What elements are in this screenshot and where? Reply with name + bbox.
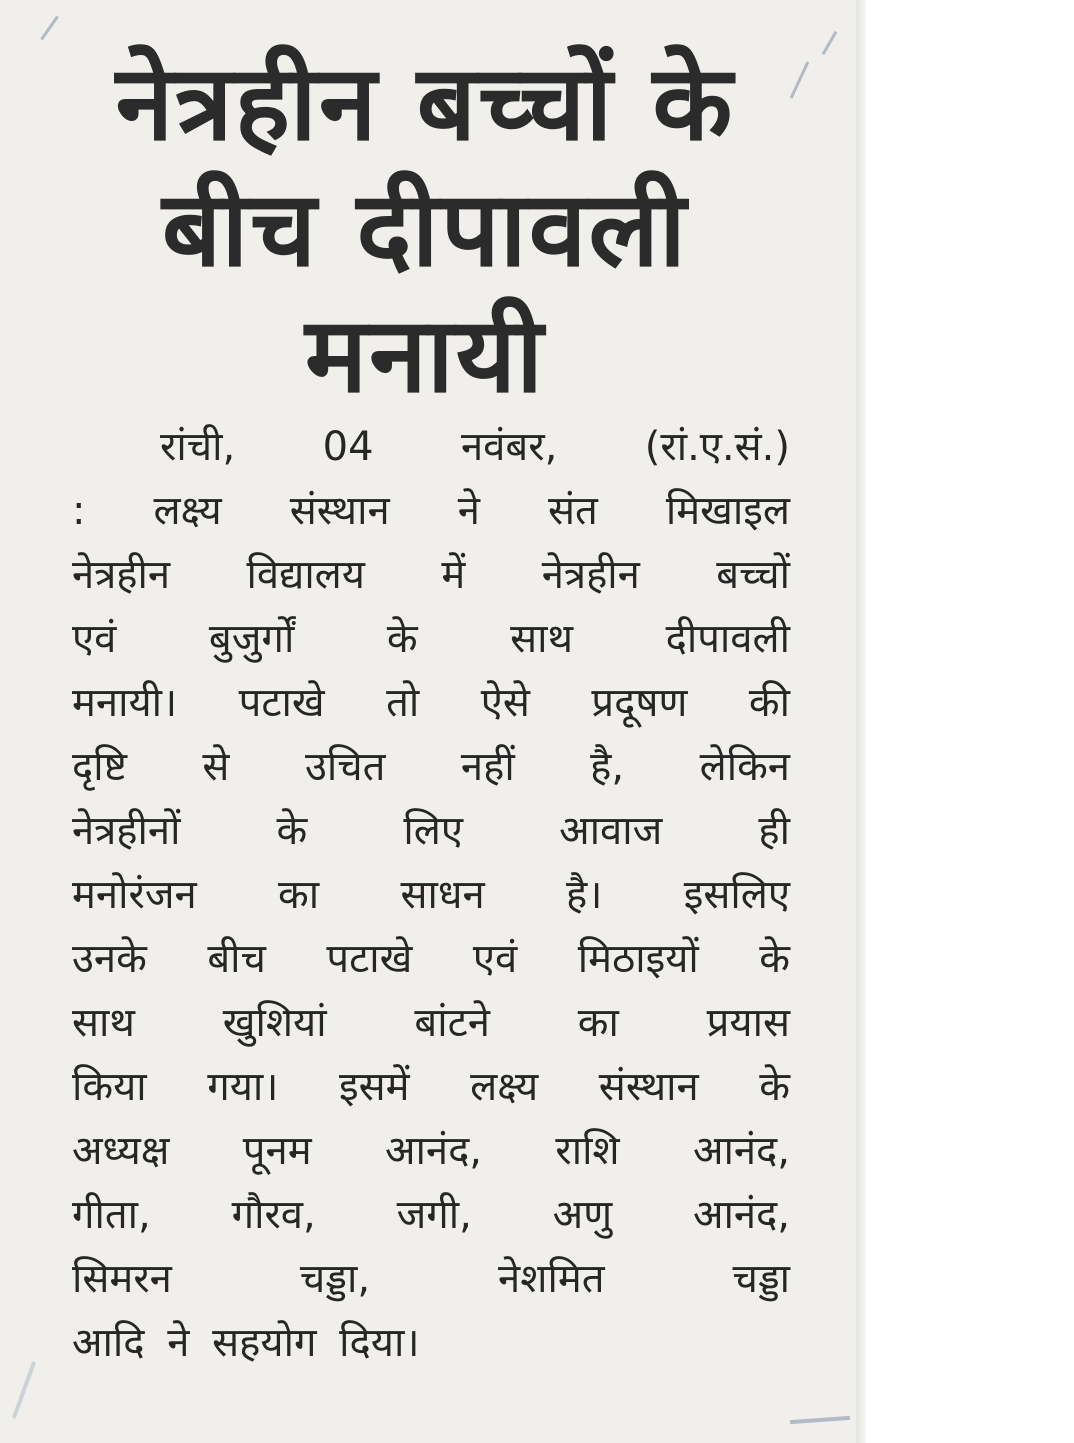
article-line: गीता, गौरव, जगी, अणु आनंद, — [72, 1192, 790, 1238]
clipping-edge — [856, 0, 866, 1443]
article-line: दृष्टि से उचित नहीं है, लेकिन — [72, 744, 790, 790]
article-line-text: आदि ने सहयोग दिया। — [72, 1320, 420, 1366]
article-body — [72, 415, 790, 1375]
article-line: मनोरंजन का साधन है। इसलिए — [72, 872, 790, 918]
article-line: एवं बुजुर्गों के साथ दीपावली — [72, 616, 790, 662]
headline: नेत्रहीन बच्चों के बीच दीपावली मनायी — [115, 42, 735, 416]
article-line: नेत्रहीनों के लिए आवाज ही — [72, 808, 790, 854]
scan-speck — [790, 61, 810, 99]
scan-speck — [822, 31, 838, 55]
scan-speck — [790, 1416, 850, 1424]
article-line — [72, 1311, 790, 1375]
dateline: रांची, 04 नवंबर, (रां.ए.सं.) — [160, 424, 790, 470]
article-line: नेत्रहीन विद्यालय में नेत्रहीन बच्चों — [72, 552, 790, 598]
article-line: अध्यक्ष पूनम आनंद, राशि आनंद, — [72, 1128, 790, 1174]
article-line: : लक्ष्य संस्थान ने संत मिखाइल — [72, 488, 790, 534]
scan-speck — [40, 16, 59, 41]
article-line: किया गया। इसमें लक्ष्य संस्थान के — [72, 1064, 790, 1110]
article-line: सिमरन चड्डा, नेशमित चड्डा — [72, 1256, 790, 1302]
article-line: साथ खुशियां बांटने का प्रयास — [72, 1000, 790, 1046]
article-line: मनायी। पटाखे तो ऐसे प्रदूषण की — [72, 680, 790, 726]
scan-speck — [12, 1361, 36, 1419]
article-line: उनके बीच पटाखे एवं मिठाइयों के — [72, 936, 790, 982]
